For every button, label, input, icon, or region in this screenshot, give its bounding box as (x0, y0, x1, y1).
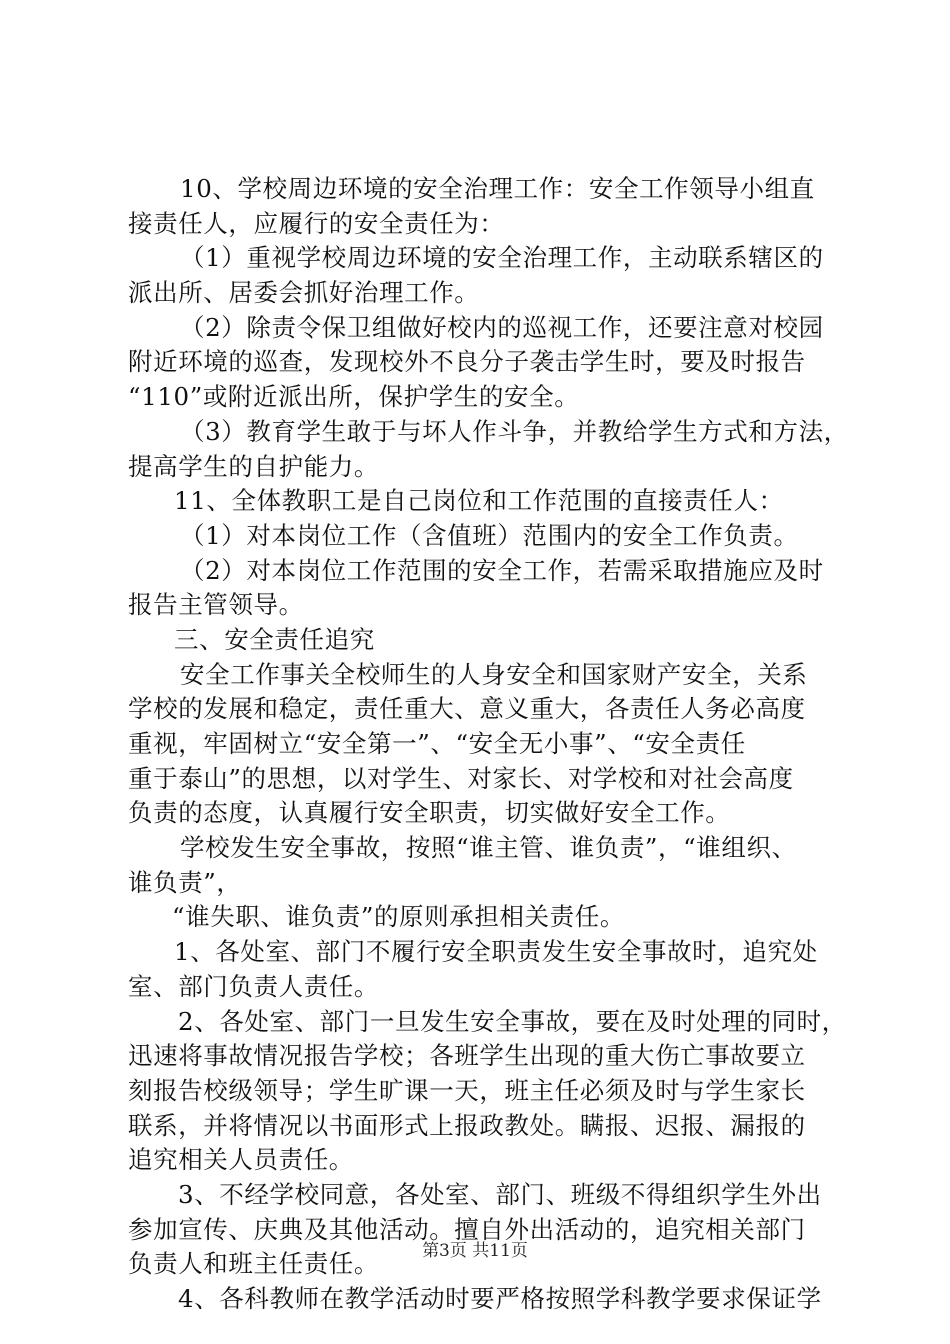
text-line: 1、各处室、部门不履行安全职责发生安全事故时，追究处 (174, 937, 818, 967)
text-line: 三、安全责任追究 (174, 624, 375, 654)
text-line: 迅速将事故情况报告学校；各班学生出现的重大伤亡事故要立 (128, 1041, 806, 1071)
page-footer: 第3页 共11页 (422, 1241, 528, 1261)
text-line: 报告主管领导。 (128, 590, 304, 620)
text-line: （2）除责令保卫组做好校内的巡视工作，还要注意对校园 (180, 312, 824, 342)
text-line: 联系，并将情况以书面形式上报政教处。瞒报、迟报、漏报的 (128, 1110, 806, 1140)
text-line: 10、学校周边环境的安全治理工作：安全工作领导小组直 (180, 174, 815, 203)
text-line: （1）对本岗位工作（含值班）范围内的安全工作负责。 (180, 520, 799, 550)
text-line: 学校发生安全事故，按照“谁主管、谁负责”，“谁组织、 (180, 833, 797, 863)
text-line: 参加宣传、庆典及其他活动。擅自外出活动的，追究相关部门 (128, 1214, 806, 1244)
text-line: 11、全体教职工是自己岗位和工作范围的直接责任人： (174, 486, 784, 516)
text-line: 派出所、居委会抓好治理工作。 (128, 278, 480, 308)
text-line: 安全工作事关全校师生的人身安全和国家财产安全，关系 (180, 659, 808, 689)
text-line: 接责任人，应履行的安全责任为： (128, 208, 505, 238)
text-line: 重于泰山”的思想，以对学生、对家长、对学校和对社会高度 (128, 763, 794, 793)
text-line: 刻报告校级领导；学生旷课一天，班主任必须及时与学生家长 (128, 1075, 806, 1105)
text-line: （1）重视学校周边环境的安全治理工作，主动联系辖区的 (180, 243, 824, 273)
text-line: “谁失职、谁负责”的原则承担相关责任。 (172, 902, 625, 932)
text-line: 负责人和班主任责任。 (128, 1249, 379, 1279)
text-line: 负责的态度，认真履行安全职责，切实做好安全工作。 (128, 798, 731, 828)
text-line: 3、不经学校同意，各处室、部门、班级不得组织学生外出 (178, 1179, 822, 1209)
text-line: 学校的发展和稳定，责任重大、意义重大，各责任人务必高度 (128, 694, 806, 724)
text-line: 2、各处室、部门一旦发生安全事故，要在及时处理的同时， (178, 1006, 847, 1036)
text-line: 提高学生的自护能力。 (128, 451, 379, 481)
text-line: 4、各科教师在教学活动时要严格按照学科教学要求保证学 (178, 1284, 822, 1313)
text-line: 追究相关人员责任。 (128, 1145, 354, 1175)
text-line: “110”或附近派出所，保护学生的安全。 (128, 382, 580, 412)
text-line: 室、部门负责人责任。 (128, 971, 379, 1001)
text-line: 谁负责”， (128, 867, 242, 897)
text-line: （3）教育学生敢于与坏人作斗争，并教给学生方式和方法， (180, 416, 849, 446)
text-line: （2）对本岗位工作范围的安全工作，若需采取措施应及时 (180, 555, 824, 585)
document-body (128, 172, 849, 1317)
text-line: 附近环境的巡查，发现校外不良分子袭击学生时，要及时报告 (128, 347, 806, 377)
text-line: 重视，牢固树立“安全第一”、“安全无小事”、“安全责任 (128, 729, 746, 758)
